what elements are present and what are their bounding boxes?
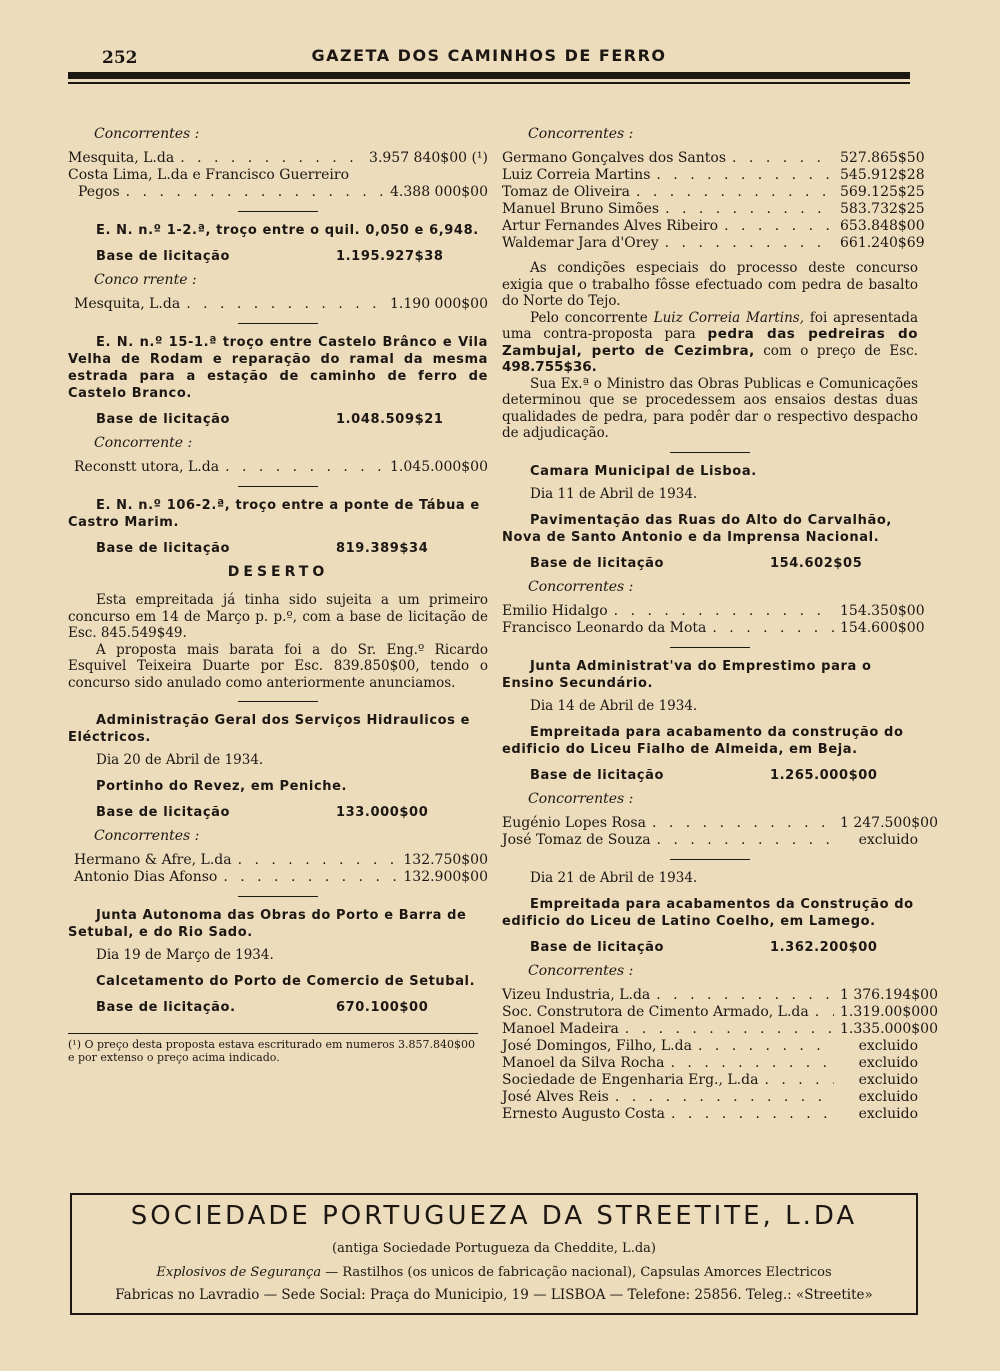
base-bid: Base de licitação 1.048.509$21 (96, 412, 444, 427)
competitors-label: Concorrente : (94, 435, 193, 451)
ad-title: SOCIEDADE PORTUGUEZA DA STREETITE, L.DA (130, 1201, 858, 1231)
header-rule-thin (68, 82, 910, 84)
list-item: Emilio Hidalgo . . . 154.350$00 (502, 603, 918, 620)
list-item: Costa Lima, L.da e Francisco Guerreiro (68, 167, 350, 183)
date: Dia 21 de Abril de 1934. (530, 869, 698, 886)
competitors-label: Concorrentes : (528, 126, 634, 142)
competitors-label: Concorrentes : (528, 790, 634, 807)
list-item: Eugénio Lopes Rosa . . . 1 247.500$00 (502, 815, 918, 832)
divider (238, 701, 318, 702)
list-item: Ernesto Augusto Costa . . . excluido (502, 1106, 918, 1123)
list-item: Manoel da Silva Rocha . . . excluido (502, 1055, 918, 1072)
ad-subtitle: (antiga Sociedade Portugueza da Cheddite, L.da) (332, 1241, 656, 1256)
sub-heading: Empreitada para acabamento da construção do edificio do Liceu Fialho de Almeida, em Beja. (502, 724, 904, 757)
base-bid: Base de licitação 1.362.200$00 (530, 939, 878, 955)
sub-heading: Calcetamento do Porto de Comercio de Setubal. (96, 974, 476, 989)
paragraph: As condições especiais do processo deste concurso exigia que o trabalho fôsse efectuado com pedra de basalto do Norte do Tejo. (502, 260, 918, 309)
list-item: Pegos . . . 4.388 000$00 (68, 184, 488, 201)
advertisement-box (70, 1193, 918, 1315)
journal-title: GAZETA DOS CAMINHOS DE FERRO (311, 46, 667, 65)
list-item: Hermano & Afre, L.da . . . 132.750$00 (68, 852, 488, 869)
list-item: Tomaz de Oliveira . . . 569.125$25 (502, 184, 918, 201)
list-item: Soc. Construtora de Cimento Armado, L.da . . . 1.319.00$000 (502, 1004, 918, 1021)
date: Dia 20 de Abril de 1934. (96, 752, 264, 768)
list-item: Germano Gonçalves dos Santos . . . 527.865$50 (502, 150, 918, 167)
section-heading: E. N. n.º 1-2.ª, troço entre o quil. 0,050 e 6,948. (96, 223, 479, 238)
date: Dia 14 de Abril de 1934. (530, 697, 698, 714)
base-bid: Base de licitação. 670.100$00 (96, 1000, 429, 1015)
list-item: Waldemar Jara d'Orey . . . 661.240$69 (502, 235, 918, 252)
divider (670, 647, 750, 648)
divider (670, 452, 750, 453)
list-item: Antonio Dias Afonso . . . 132.900$00 (68, 869, 488, 886)
divider (238, 211, 318, 212)
divider (670, 859, 750, 860)
list-item: Artur Fernandes Alves Ribeiro . . . 653.848$00 (502, 218, 918, 235)
section-heading: Junta Administrat'va do Emprestimo para o Ensino Secundário. (502, 658, 872, 691)
list-item: Reconstt utora, L.da . . . 1.045.000$00 (68, 459, 488, 476)
divider (238, 323, 318, 324)
right-column (502, 124, 938, 1123)
ad-footer: Fabricas no Lavradio — Sede Social: Praça do Municipio, 19 — LISBOA — Telefone: 25856. Teleg.: «Streetite» (115, 1287, 873, 1303)
list-item: Manuel Bruno Simões . . . 583.732$25 (502, 201, 918, 218)
competitors-list (68, 150, 488, 201)
competitors-label: Concorrentes : (94, 126, 200, 142)
page-header (68, 44, 910, 84)
list-item: Mesquita, L.da . . . 3.957 840$00 (¹) (68, 150, 488, 167)
list-item: Mesquita, L.da . . . 1.190 000$00 (68, 296, 488, 313)
base-bid: Base de licitação 133.000$00 (96, 805, 429, 820)
list-item: Vizeu Industria, L.da . . . 1 376.194$00 (502, 987, 918, 1004)
date: Dia 19 de Março de 1934. (96, 947, 274, 963)
section-heading: Camara Municipal de Lisboa. (530, 463, 757, 479)
list-item: Francisco Leonardo da Mota . . . 154.600$00 (502, 620, 918, 637)
section-heading: E. N. n.º 106-2.ª, troço entre a ponte de Tábua e Castro Marim. (68, 498, 480, 530)
paragraph: Sua Ex.ª o Ministro das Obras Publicas e Comunicações determinou que se procedessem aos ensaios destas duas qualidades de pedra, para podêr dar o respectivo despacho de adjudicação. (502, 375, 918, 441)
section-heading: Administração Geral dos Serviços Hidraulicos e Eléctricos. (68, 713, 471, 745)
list-item: José Tomaz de Souza . . . excluido (502, 832, 918, 849)
paragraph: Esta empreitada já tinha sido sujeita a um primeiro concurso em 14 de Março p. p.º, com a base de licitação de Esc. 845.549$49. (68, 592, 488, 641)
list-item: José Alves Reis . . . excluido (502, 1089, 918, 1106)
base-bid: Base de licitação 154.602$05 (530, 555, 863, 571)
competitors-label: Conco rrente : (94, 272, 197, 288)
sub-heading: Empreitada para acabamentos da Construção do edificio do Liceu de Latino Coelho, em Lamego. (502, 896, 914, 929)
left-column (68, 124, 488, 1064)
deserto-label: DESERTO (227, 564, 329, 580)
base-bid: Base de licitação 819.389$34 (96, 541, 429, 556)
list-item: Luiz Correia Martins . . . 545.912$28 (502, 167, 918, 184)
section-heading: Junta Autonoma das Obras do Porto e Barra de Setubal, e do Rio Sado. (68, 908, 467, 940)
paragraph: Pelo concorrente Luiz Correia Martins, foi apresentada uma contra-proposta para pedra das pedreiras do Zambujal, perto de Cezimbra, com o preço de Esc. 498.755$36. (502, 309, 919, 375)
list-item: Manoel Madeira . . . 1.335.000$00 (502, 1021, 918, 1038)
footnote: (¹) O preço desta proposta estava escriturado em numeros 3.857.840$00 e por extenso o preço acima indicado. (68, 1033, 478, 1064)
base-bid: Base de licitação 1.265.000$00 (530, 767, 878, 783)
page-number: 252 (102, 48, 138, 68)
competitors-label: Concorrentes : (94, 828, 200, 844)
divider (238, 896, 318, 897)
sub-heading: Pavimentação das Ruas do Alto do Carvalhão, Nova de Santo Antonio e da Imprensa Nacional. (502, 512, 892, 545)
section-heading: E. N. n.º 15-1.ª troço entre Castelo Brânco e Vila Velha de Rodam e reparação do ramal da mesma estrada para a estação de caminho de ferro de Castelo Branco. (68, 335, 488, 401)
header-rule-thick (68, 72, 910, 79)
base-bid: Base de licitação 1.195.927$38 (96, 249, 444, 264)
date: Dia 11 de Abril de 1934. (530, 485, 698, 502)
competitors-label: Concorrentes : (528, 578, 634, 595)
divider (238, 486, 318, 487)
list-item: Sociedade de Engenharia Erg., L.da . . . excluido (502, 1072, 918, 1089)
list-item: José Domingos, Filho, L.da . . . excluido (502, 1038, 918, 1055)
paragraph: A proposta mais barata foi a do Sr. Eng.º Ricardo Esquivel Teixeira Duarte por Esc. 839.850$00, tendo o concurso sido anulado como anteriormente anunciamos. (68, 641, 488, 691)
ad-products-line: Explosivos de Segurança — Rastilhos (os unicos de fabricação nacional), Capsulas Amorces Electricos (156, 1265, 832, 1280)
sub-heading: Portinho do Revez, em Peniche. (96, 779, 348, 794)
competitors-label: Concorrentes : (528, 962, 634, 979)
